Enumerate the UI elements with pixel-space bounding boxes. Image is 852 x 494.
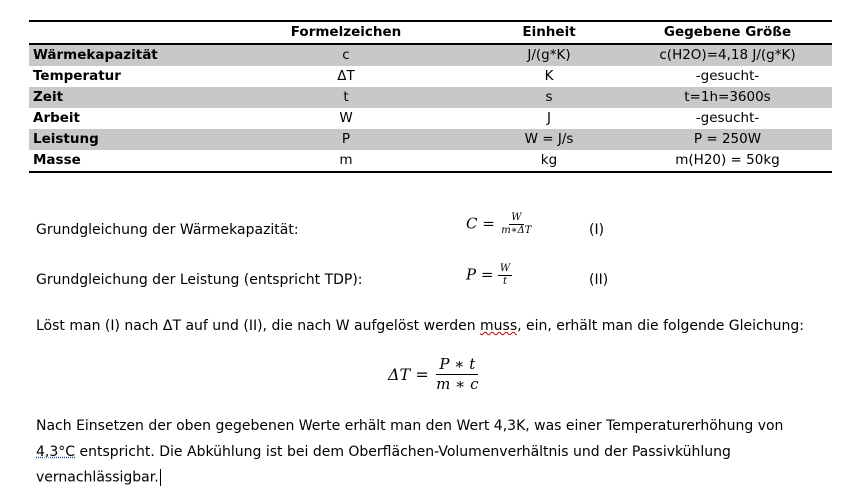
para1-after: , ein, erhält man die folgende Gleichung: — [517, 318, 804, 334]
eq2-denominator: t — [503, 276, 508, 287]
eq2-fraction — [498, 263, 512, 288]
cell-unit: W = J/s — [475, 129, 623, 150]
eq1-lhs: C = — [466, 214, 495, 233]
table-row — [29, 87, 832, 108]
eq1-label: Grundgleichung der Wärmekapazität: — [36, 222, 299, 238]
cell-symbol: m — [217, 150, 475, 172]
text-cursor — [160, 469, 161, 486]
eq1-fraction — [499, 212, 533, 237]
para2-line2-rest: entspricht. Die Abkühlung ist bei dem Oberflächen-Volumenverhältnis und der Passivkühlung — [75, 444, 731, 460]
cell-name: Temperatur — [33, 68, 121, 84]
cell-unit: s — [475, 87, 623, 108]
cell-symbol: ΔT — [337, 68, 355, 84]
cell-unit: kg — [475, 150, 623, 172]
table-row — [29, 44, 832, 66]
cell-given: P = 250W — [623, 129, 832, 150]
cell-symbol: c — [217, 44, 475, 66]
cell-name: Arbeit — [33, 110, 81, 126]
cell-symbol: W — [339, 110, 353, 126]
para2-line3-text: vernachlässigbar. — [36, 469, 159, 486]
cell-name: Zeit — [29, 87, 217, 108]
para2-line1: Nach Einsetzen der oben gegebenen Werte erhält man den Wert 4,3K, was einer Temperaturerhöhung von — [36, 418, 784, 434]
data-table — [29, 20, 832, 173]
para2-flagged-value: 4,3°C — [36, 444, 76, 460]
cell-name: Leistung — [29, 129, 217, 150]
cell-name: Wärmekapazität — [29, 44, 217, 66]
cell-symbol: t — [217, 87, 475, 108]
eq2-label: Grundgleichung der Leistung (entspricht TDP): — [36, 272, 363, 288]
cell-unit: J/(g*K) — [475, 44, 623, 66]
eq3-formula — [388, 355, 482, 394]
header-symbol: Formelzeichen — [217, 21, 475, 44]
cell-given: t=1h=3600s — [623, 87, 832, 108]
eq1-tag: (I) — [589, 222, 605, 238]
table-header-row — [29, 21, 832, 44]
eq2-formula — [466, 263, 512, 288]
table-row — [29, 66, 832, 87]
header-unit: Einheit — [475, 21, 623, 44]
table-row — [29, 108, 832, 129]
eq3-fraction — [433, 355, 481, 394]
eq1-formula — [466, 212, 533, 237]
eq1-denominator: m∗ΔT — [501, 225, 532, 236]
eq3-denominator: m ∗ c — [436, 375, 479, 393]
eq2-lhs: P = — [466, 265, 494, 284]
table-row — [29, 150, 832, 172]
cell-given: -gesucht- — [695, 68, 760, 84]
eq2-numerator: W — [499, 263, 511, 274]
para1-before: Löst man (I) nach ΔT auf und (II), die nach W aufgelöst werden — [36, 318, 481, 334]
cell-name: Masse — [29, 150, 217, 172]
cell-given: -gesucht- — [695, 110, 760, 126]
para2-line2 — [36, 444, 731, 460]
para1-flagged-word: muss — [480, 318, 518, 334]
eq2-tag: (II) — [589, 272, 609, 288]
header-empty — [29, 21, 217, 44]
eq1-numerator: W — [511, 212, 522, 223]
cell-unit: K — [544, 68, 554, 84]
header-given: Gegebene Größe — [623, 21, 832, 44]
paragraph-solve — [36, 318, 804, 334]
table-row — [29, 129, 832, 150]
cell-given: c(H2O)=4,18 J/(g*K) — [623, 44, 832, 66]
eq3-numerator: P ∗ t — [436, 355, 478, 375]
cell-symbol: P — [217, 129, 475, 150]
eq3-lhs: ΔT = — [388, 365, 429, 384]
cell-unit: J — [547, 110, 551, 126]
para2-line3 — [36, 469, 161, 486]
cell-given: m(H20) = 50kg — [623, 150, 832, 172]
